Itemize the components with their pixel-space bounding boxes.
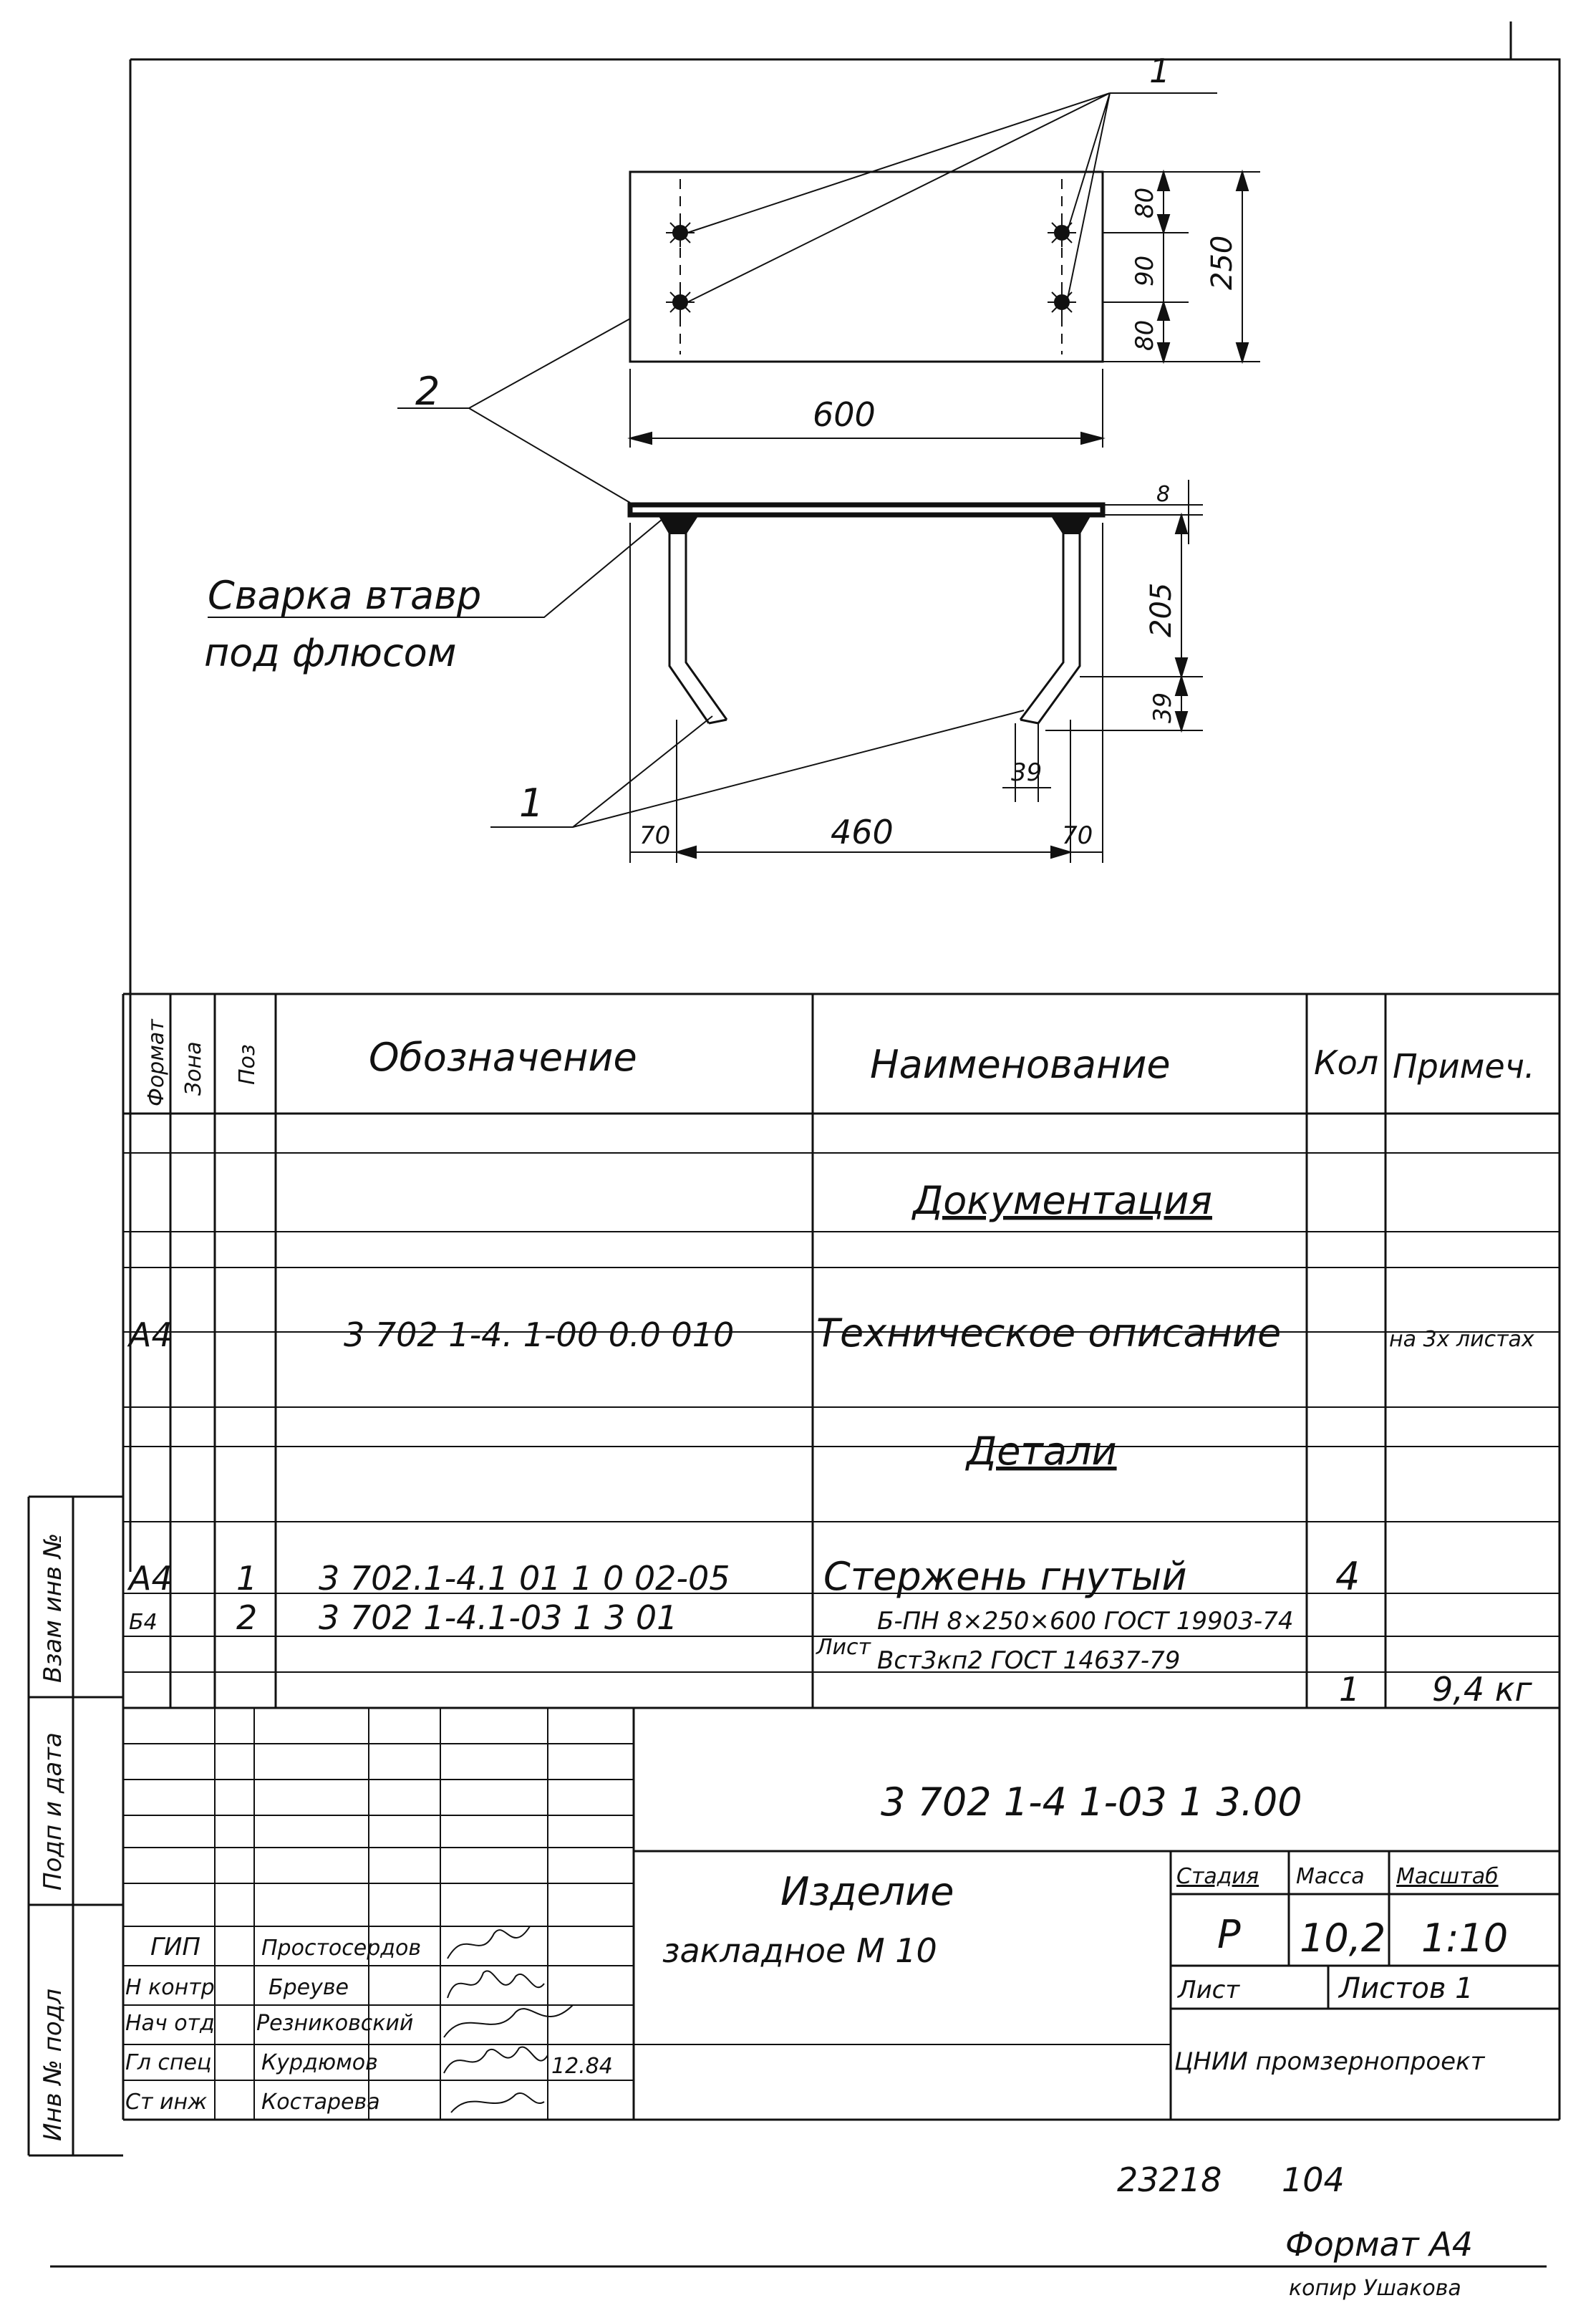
stamp-original-inv: Инв № подл — [39, 1989, 67, 2141]
callout-2: 2 — [415, 369, 440, 414]
weld-note-line1: Сварка втавр — [208, 573, 482, 618]
dim-bend-height: 39 — [1148, 692, 1177, 723]
name-norm-control: Бреуве — [269, 1975, 349, 2000]
organization: ЦНИИ промзернопроект — [1174, 2047, 1485, 2076]
date-mark: 12.84 — [551, 2054, 613, 2079]
stage-value: Р — [1217, 1912, 1241, 1957]
dim-hole-top: 80 — [1131, 187, 1159, 218]
dim-center-span: 460 — [831, 813, 894, 851]
header-name: Наименование — [870, 1042, 1171, 1087]
header-note: Примеч. — [1393, 1047, 1535, 1086]
callout-1-bottom: 1 — [519, 781, 544, 826]
name-senior-eng: Костарева — [261, 2090, 380, 2115]
doc-row-note: на 3х листах — [1389, 1327, 1534, 1352]
part2-name-prefix: Лист — [816, 1635, 871, 1660]
plan-view — [397, 93, 1260, 503]
part1-format: А4 — [129, 1559, 173, 1598]
part1-pos: 1 — [236, 1559, 258, 1598]
stamp-signature-date: Подп и дата — [39, 1732, 67, 1891]
signatures — [444, 1926, 573, 2113]
header-qty: Кол — [1314, 1043, 1379, 1082]
doc-number: 3 702 1-4 1-03 1 3.00 — [881, 1780, 1302, 1825]
part2-format: Б4 — [129, 1610, 158, 1635]
part2-pos: 2 — [236, 1598, 258, 1637]
dim-plate-width: 600 — [813, 395, 876, 434]
dim-edge-left: 70 — [639, 821, 671, 850]
header-format: Формат — [144, 1019, 169, 1106]
part1-designation: 3 702.1-4.1 01 1 0 02-05 — [319, 1559, 730, 1598]
header-zone: Зона — [181, 1041, 206, 1096]
dim-plate-thickness: 8 — [1156, 482, 1171, 507]
part1-name: Стержень гнутый — [823, 1554, 1187, 1599]
weld-note-line2: под флюсом — [204, 630, 457, 675]
header-pos: Поз — [235, 1044, 260, 1085]
sheets-label: Листов 1 — [1339, 1972, 1474, 2005]
section-parts: Детали — [967, 1429, 1117, 1474]
dim-edge-right: 70 — [1062, 821, 1093, 850]
name-chief-spec: Курдюмов — [261, 2050, 378, 2075]
doc-row-designation: 3 702 1-4. 1-00 0.0 010 — [344, 1315, 735, 1354]
stamp-replacement-inv: Взам инв № — [39, 1532, 67, 1683]
role-senior-eng: Ст инж — [125, 2090, 208, 2115]
dim-anchor-height: 205 — [1145, 582, 1178, 637]
part2-qty: 1 — [1339, 1670, 1360, 1709]
mass-value: 10,2 — [1300, 1916, 1386, 1961]
copied-by: копир Ушакова — [1289, 2276, 1461, 2301]
role-dept-head: Нач отд — [125, 2011, 215, 2036]
doc-row-name: Техническое описание — [816, 1310, 1282, 1356]
dim-hole-mid: 90 — [1131, 255, 1159, 286]
scale-label: Масштаб — [1396, 1864, 1499, 1889]
dim-hole-bottom: 80 — [1131, 319, 1159, 351]
name-dept-head: Резниковский — [256, 2011, 414, 2036]
name-gip: Простосердов — [261, 1936, 422, 1961]
scale-value: 1:10 — [1421, 1916, 1509, 1961]
role-chief-spec: Гл спец — [125, 2050, 212, 2075]
part2-name-line2: Вст3кп2 ГОСТ 14637-79 — [877, 1646, 1181, 1675]
callout-1-top: 1 — [1149, 52, 1171, 90]
role-gip: ГИП — [150, 1933, 200, 1961]
product-line1: Изделие — [780, 1869, 954, 1914]
part2-note: 9,4 кг — [1432, 1670, 1532, 1709]
dim-bend-width: 39 — [1011, 758, 1043, 787]
part1-qty: 4 — [1335, 1554, 1360, 1599]
section-docs: Документация — [913, 1178, 1212, 1223]
role-norm-control: Н контр — [125, 1975, 215, 2000]
part2-name-line1: Б-ПН 8×250×600 ГОСТ 19903-74 — [877, 1607, 1294, 1636]
doc-row-format: А4 — [129, 1315, 173, 1354]
mass-label: Масса — [1296, 1864, 1365, 1889]
format-label: Формат А4 — [1285, 2225, 1473, 2264]
product-line2: закладное М 10 — [662, 1931, 937, 1970]
sheet-label: Лист — [1178, 1976, 1240, 2004]
page-mark: 104 — [1282, 2160, 1345, 2199]
dim-plate-height: 250 — [1206, 235, 1239, 290]
archive-number: 23218 — [1117, 2160, 1222, 2199]
part2-designation: 3 702 1-4.1-03 1 3 01 — [319, 1598, 678, 1637]
stage-label: Стадия — [1176, 1864, 1259, 1889]
header-designation: Обозначение — [369, 1035, 637, 1080]
